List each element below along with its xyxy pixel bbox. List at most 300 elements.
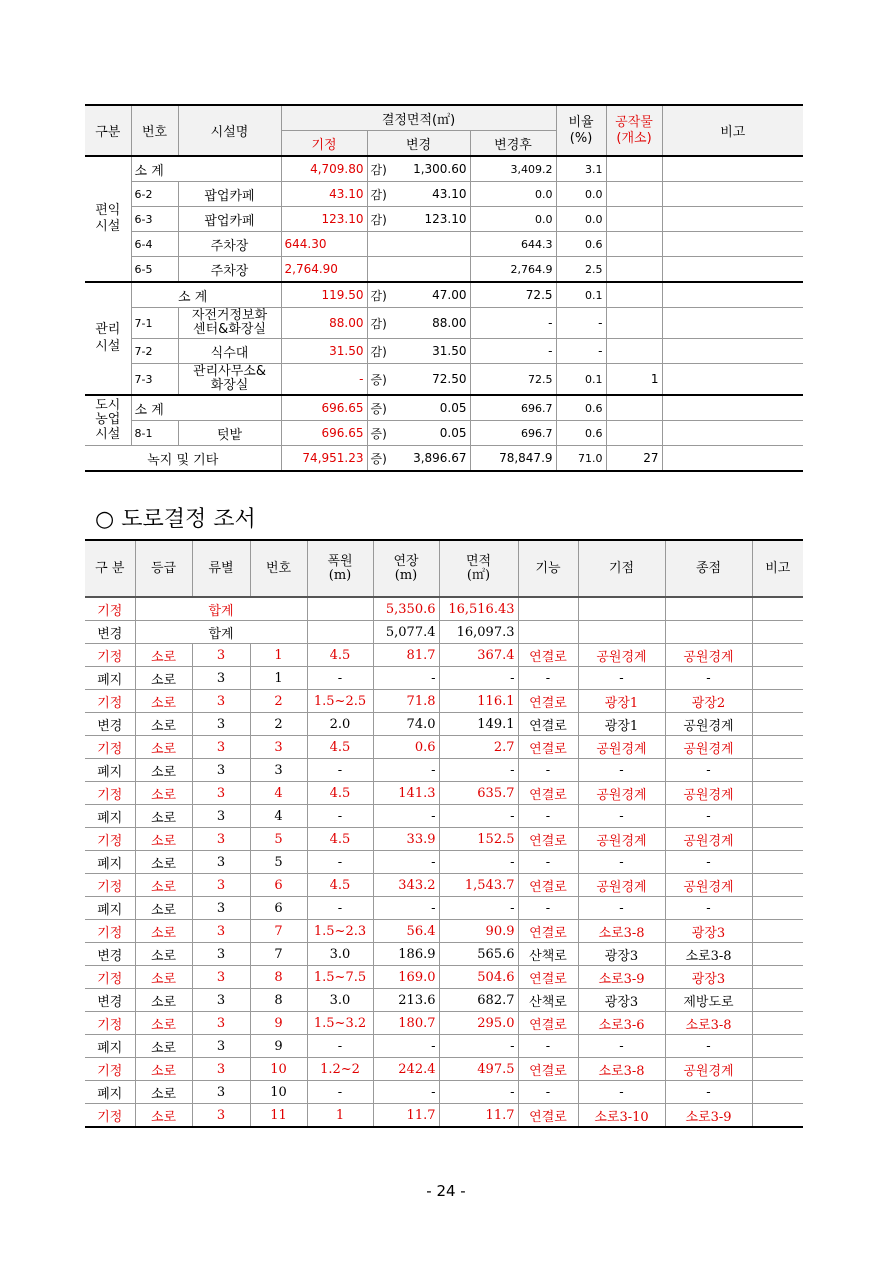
end-cell: - — [665, 851, 752, 874]
grade-cell: 소로 — [135, 782, 192, 805]
number-cell: 11 — [250, 1104, 307, 1128]
change-value: 123.10 — [395, 207, 470, 232]
grade-cell: 소로 — [135, 943, 192, 966]
end-cell — [665, 621, 752, 644]
class-cell: 3 — [192, 805, 250, 828]
existing-value: 43.10 — [281, 182, 367, 207]
function-cell: - — [518, 897, 578, 920]
ratio-value: 0.0 — [556, 207, 606, 232]
end-cell: 광장2 — [665, 690, 752, 713]
remarks-cell — [752, 828, 803, 851]
number-cell: 1 — [250, 667, 307, 690]
division-cell: 기정 — [85, 1104, 135, 1128]
number-cell: 7 — [250, 920, 307, 943]
function-cell — [518, 621, 578, 644]
start-cell: 광장3 — [578, 989, 665, 1012]
number-cell: 2 — [250, 690, 307, 713]
remarks-cell — [752, 713, 803, 736]
width-cell: - — [307, 667, 373, 690]
length-cell: 186.9 — [373, 943, 439, 966]
class-cell: 3 — [192, 828, 250, 851]
length-cell: 71.8 — [373, 690, 439, 713]
division-cell: 기정 — [85, 1012, 135, 1035]
area-cell: - — [439, 851, 518, 874]
function-cell: 연결로 — [518, 690, 578, 713]
existing-value: 88.00 — [281, 308, 367, 339]
area-cell: - — [439, 1035, 518, 1058]
after-value: - — [470, 339, 556, 364]
function-cell: 연결로 — [518, 828, 578, 851]
function-cell: - — [518, 1035, 578, 1058]
remarks-cell — [752, 874, 803, 897]
grade-cell: 소로 — [135, 759, 192, 782]
area-cell: 152.5 — [439, 828, 518, 851]
length-cell: - — [373, 1035, 439, 1058]
header-existing: 기정 — [281, 131, 367, 157]
end-cell: 공원경계 — [665, 782, 752, 805]
section-title: ○ 도로결정 조서 — [95, 507, 256, 532]
summary-label: 합계 — [135, 621, 307, 644]
length-cell: 74.0 — [373, 713, 439, 736]
start-cell — [578, 621, 665, 644]
header-class: 류별 — [192, 540, 250, 597]
after-value: 2,764.9 — [470, 257, 556, 283]
width-cell: 4.5 — [307, 874, 373, 897]
remarks-value — [662, 232, 803, 257]
change-sign: 감) — [367, 339, 395, 364]
category-cell: 녹지 및 기타 — [85, 446, 281, 472]
length-cell: 180.7 — [373, 1012, 439, 1035]
division-cell: 기정 — [85, 597, 135, 621]
number-cell: 10 — [250, 1081, 307, 1104]
function-cell: - — [518, 667, 578, 690]
function-cell: 연결로 — [518, 1012, 578, 1035]
length-cell: 5,077.4 — [373, 621, 439, 644]
number-cell: 5 — [250, 828, 307, 851]
grade-cell: 소로 — [135, 1035, 192, 1058]
grade-cell: 소로 — [135, 644, 192, 667]
table-row — [85, 1081, 803, 1104]
width-cell: 3.0 — [307, 989, 373, 1012]
table-row — [85, 989, 803, 1012]
class-cell: 3 — [192, 943, 250, 966]
grade-cell: 소로 — [135, 805, 192, 828]
width-cell: 1.5~7.5 — [307, 966, 373, 989]
header-width: 폭원 (m) — [307, 540, 373, 597]
class-cell: 3 — [192, 966, 250, 989]
table-row — [85, 736, 803, 759]
remarks-cell — [752, 966, 803, 989]
facility-cell: 주차장 — [178, 232, 281, 257]
remarks-value — [662, 364, 803, 396]
remarks-cell — [752, 805, 803, 828]
start-cell: - — [578, 897, 665, 920]
table-row — [85, 966, 803, 989]
grade-cell: 소로 — [135, 897, 192, 920]
width-cell: 2.0 — [307, 713, 373, 736]
works-value: 27 — [606, 446, 662, 472]
division-cell: 폐지 — [85, 851, 135, 874]
remarks-cell — [752, 1035, 803, 1058]
number-cell: 6 — [250, 874, 307, 897]
length-cell: 5,350.6 — [373, 597, 439, 621]
function-cell: - — [518, 851, 578, 874]
end-cell: 제방도로 — [665, 989, 752, 1012]
grade-cell: 소로 — [135, 851, 192, 874]
change-value: 88.00 — [395, 308, 470, 339]
width-cell — [307, 621, 373, 644]
table-row — [85, 805, 803, 828]
function-cell: - — [518, 759, 578, 782]
remarks-cell — [752, 690, 803, 713]
ratio-value: - — [556, 339, 606, 364]
remarks-cell — [752, 667, 803, 690]
table-row — [85, 782, 803, 805]
existing-value: 74,951.23 — [281, 446, 367, 472]
class-cell: 3 — [192, 690, 250, 713]
remarks-cell — [752, 759, 803, 782]
page-number: - 24 - — [426, 1182, 466, 1200]
header-function: 기능 — [518, 540, 578, 597]
change-sign: 증) — [367, 395, 395, 421]
table-row — [85, 395, 803, 421]
change-value — [367, 232, 470, 257]
remarks-value — [662, 156, 803, 182]
ratio-value: 0.1 — [556, 282, 606, 308]
header-number: 번호 — [250, 540, 307, 597]
ratio-value: 3.1 — [556, 156, 606, 182]
function-cell: 연결로 — [518, 782, 578, 805]
after-value: 72.5 — [470, 364, 556, 396]
function-cell: 연결로 — [518, 874, 578, 897]
length-cell: 56.4 — [373, 920, 439, 943]
existing-value: 119.50 — [281, 282, 367, 308]
end-cell: 소로3-8 — [665, 1012, 752, 1035]
end-cell: 공원경계 — [665, 1058, 752, 1081]
width-cell: - — [307, 1035, 373, 1058]
length-cell: 81.7 — [373, 644, 439, 667]
remarks-cell — [752, 1081, 803, 1104]
existing-value: 644.30 — [281, 232, 367, 257]
works-value — [606, 282, 662, 308]
start-cell: 광장1 — [578, 690, 665, 713]
area-cell: - — [439, 805, 518, 828]
remarks-cell — [752, 1104, 803, 1128]
start-cell: 공원경계 — [578, 644, 665, 667]
length-cell: 11.7 — [373, 1104, 439, 1128]
number-cell: 4 — [250, 805, 307, 828]
category-cell: 편익 시설 — [85, 156, 131, 282]
area-cell: 504.6 — [439, 966, 518, 989]
table-row — [85, 644, 803, 667]
table-row — [85, 156, 803, 182]
change-value: 72.50 — [395, 364, 470, 396]
change-sign: 감) — [367, 182, 395, 207]
length-cell: 213.6 — [373, 989, 439, 1012]
after-value: 72.5 — [470, 282, 556, 308]
remarks-value — [662, 339, 803, 364]
change-value — [367, 257, 470, 283]
grade-cell: 소로 — [135, 1104, 192, 1128]
category-cell: 관리 시설 — [85, 282, 131, 395]
division-cell: 폐지 — [85, 897, 135, 920]
start-cell: 광장3 — [578, 943, 665, 966]
start-cell: 소로3-6 — [578, 1012, 665, 1035]
division-cell: 변경 — [85, 943, 135, 966]
remarks-cell — [752, 897, 803, 920]
length-cell: 169.0 — [373, 966, 439, 989]
table-row — [85, 1012, 803, 1035]
remarks-value — [662, 257, 803, 283]
class-cell: 3 — [192, 759, 250, 782]
number-cell: 5 — [250, 851, 307, 874]
area-cell: 16,516.43 — [439, 597, 518, 621]
subtotal-label: 소 계 — [131, 395, 281, 421]
width-cell: 3.0 — [307, 943, 373, 966]
ratio-value: 0.6 — [556, 232, 606, 257]
number-cell: 4 — [250, 782, 307, 805]
remarks-cell — [752, 736, 803, 759]
area-cell: - — [439, 1081, 518, 1104]
end-cell: - — [665, 667, 752, 690]
class-cell: 3 — [192, 782, 250, 805]
change-value: 3,896.67 — [395, 446, 470, 472]
header-area: 결정면적(㎡) — [281, 105, 556, 131]
header-division: 구 분 — [85, 540, 135, 597]
header-remarks: 비고 — [752, 540, 803, 597]
table-row — [85, 851, 803, 874]
works-value — [606, 156, 662, 182]
function-cell: 산책로 — [518, 943, 578, 966]
class-cell: 3 — [192, 736, 250, 759]
division-cell: 기정 — [85, 690, 135, 713]
summary-row — [85, 621, 803, 644]
remarks-cell — [752, 851, 803, 874]
works-value — [606, 232, 662, 257]
division-cell: 폐지 — [85, 667, 135, 690]
change-sign: 감) — [367, 282, 395, 308]
end-cell: 소로3-9 — [665, 1104, 752, 1128]
start-cell — [578, 597, 665, 621]
area-cell: 635.7 — [439, 782, 518, 805]
facility-cell: 관리사무소& 화장실 — [178, 364, 281, 396]
width-cell: 4.5 — [307, 736, 373, 759]
end-cell: - — [665, 805, 752, 828]
number-cell: 8-1 — [131, 421, 178, 446]
function-cell: - — [518, 805, 578, 828]
length-cell: 242.4 — [373, 1058, 439, 1081]
width-cell: - — [307, 851, 373, 874]
start-cell: - — [578, 1035, 665, 1058]
change-value: 31.50 — [395, 339, 470, 364]
width-cell: - — [307, 759, 373, 782]
number-cell: 7-1 — [131, 308, 178, 339]
after-value: - — [470, 308, 556, 339]
area-cell: 90.9 — [439, 920, 518, 943]
area-cell: 11.7 — [439, 1104, 518, 1128]
function-cell: - — [518, 1081, 578, 1104]
end-cell: 광장3 — [665, 966, 752, 989]
end-cell: 공원경계 — [665, 713, 752, 736]
length-cell: - — [373, 897, 439, 920]
road-decision-table — [85, 539, 803, 1128]
summary-label: 합계 — [135, 597, 307, 621]
number-cell: 6-5 — [131, 257, 178, 283]
header-number: 번호 — [131, 105, 178, 156]
function-cell: 연결로 — [518, 1104, 578, 1128]
width-cell: 1.2~2 — [307, 1058, 373, 1081]
start-cell: - — [578, 759, 665, 782]
existing-value: 123.10 — [281, 207, 367, 232]
length-cell: - — [373, 805, 439, 828]
start-cell: 소로3-8 — [578, 1058, 665, 1081]
start-cell: - — [578, 805, 665, 828]
table-row — [85, 690, 803, 713]
number-cell: 6 — [250, 897, 307, 920]
grade-cell: 소로 — [135, 966, 192, 989]
width-cell: 1 — [307, 1104, 373, 1128]
division-cell: 기정 — [85, 920, 135, 943]
grade-cell: 소로 — [135, 667, 192, 690]
change-value: 0.05 — [395, 421, 470, 446]
length-cell: - — [373, 759, 439, 782]
start-cell: 소로3-9 — [578, 966, 665, 989]
function-cell: 연결로 — [518, 736, 578, 759]
start-cell: 공원경계 — [578, 828, 665, 851]
function-cell: 연결로 — [518, 966, 578, 989]
remarks-value — [662, 308, 803, 339]
table-row — [85, 446, 803, 472]
facility-area-table — [85, 104, 803, 472]
after-value: 0.0 — [470, 207, 556, 232]
length-cell: 0.6 — [373, 736, 439, 759]
number-cell: 10 — [250, 1058, 307, 1081]
remarks-value — [662, 421, 803, 446]
class-cell: 3 — [192, 667, 250, 690]
division-cell: 변경 — [85, 621, 135, 644]
end-cell — [665, 597, 752, 621]
area-cell: 565.6 — [439, 943, 518, 966]
number-cell: 9 — [250, 1035, 307, 1058]
header-remarks: 비고 — [662, 105, 803, 156]
facility-cell: 식수대 — [178, 339, 281, 364]
class-cell: 3 — [192, 1104, 250, 1128]
table-row — [85, 943, 803, 966]
area-cell: 295.0 — [439, 1012, 518, 1035]
table-row — [85, 897, 803, 920]
table-row — [85, 257, 803, 283]
division-cell: 기정 — [85, 782, 135, 805]
table-row — [85, 713, 803, 736]
grade-cell: 소로 — [135, 736, 192, 759]
grade-cell: 소로 — [135, 828, 192, 851]
remarks-cell — [752, 644, 803, 667]
number-cell: 6-4 — [131, 232, 178, 257]
division-cell: 폐지 — [85, 1081, 135, 1104]
subtotal-label: 소 계 — [131, 156, 281, 182]
remarks-cell — [752, 943, 803, 966]
after-value: 696.7 — [470, 421, 556, 446]
start-cell: 소로3-10 — [578, 1104, 665, 1128]
number-cell: 2 — [250, 713, 307, 736]
area-cell: 16,097.3 — [439, 621, 518, 644]
header-end: 종점 — [665, 540, 752, 597]
number-cell: 6-2 — [131, 182, 178, 207]
width-cell: - — [307, 805, 373, 828]
start-cell: 공원경계 — [578, 736, 665, 759]
table-row — [85, 182, 803, 207]
table-row — [85, 232, 803, 257]
works-value — [606, 207, 662, 232]
remarks-value — [662, 207, 803, 232]
table-row — [85, 759, 803, 782]
table-row — [85, 364, 803, 396]
division-cell: 폐지 — [85, 759, 135, 782]
change-value: 0.05 — [395, 395, 470, 421]
remarks-cell — [752, 920, 803, 943]
area-cell: 1,543.7 — [439, 874, 518, 897]
ratio-value: 0.0 — [556, 182, 606, 207]
length-cell: - — [373, 851, 439, 874]
remarks-cell — [752, 1058, 803, 1081]
division-cell: 기정 — [85, 736, 135, 759]
header-ratio: 비율 (%) — [556, 105, 606, 156]
table-row — [85, 920, 803, 943]
division-cell: 폐지 — [85, 805, 135, 828]
division-cell: 기정 — [85, 644, 135, 667]
summary-row — [85, 597, 803, 621]
end-cell: 공원경계 — [665, 736, 752, 759]
table-row — [85, 282, 803, 308]
after-value: 644.3 — [470, 232, 556, 257]
start-cell: 광장1 — [578, 713, 665, 736]
header-length: 연장 (m) — [373, 540, 439, 597]
end-cell: 광장3 — [665, 920, 752, 943]
function-cell: 연결로 — [518, 1058, 578, 1081]
header-start: 기점 — [578, 540, 665, 597]
number-cell: 3 — [250, 759, 307, 782]
facility-cell: 팝업카페 — [178, 207, 281, 232]
remarks-value — [662, 395, 803, 421]
width-cell: 4.5 — [307, 782, 373, 805]
area-cell: 149.1 — [439, 713, 518, 736]
existing-value: 31.50 — [281, 339, 367, 364]
ratio-value: 0.6 — [556, 395, 606, 421]
start-cell: 공원경계 — [578, 874, 665, 897]
area-cell: 497.5 — [439, 1058, 518, 1081]
existing-value: 696.65 — [281, 395, 367, 421]
header-after: 변경후 — [470, 131, 556, 157]
grade-cell: 소로 — [135, 690, 192, 713]
works-value — [606, 182, 662, 207]
width-cell: 4.5 — [307, 828, 373, 851]
remarks-cell — [752, 621, 803, 644]
grade-cell: 소로 — [135, 989, 192, 1012]
existing-value: 2,764.90 — [281, 257, 367, 283]
header-facility: 시설명 — [178, 105, 281, 156]
change-sign: 감) — [367, 156, 395, 182]
length-cell: 33.9 — [373, 828, 439, 851]
change-value: 1,300.60 — [395, 156, 470, 182]
grade-cell: 소로 — [135, 713, 192, 736]
area-cell: 116.1 — [439, 690, 518, 713]
number-cell: 7 — [250, 943, 307, 966]
class-cell: 3 — [192, 1058, 250, 1081]
start-cell: - — [578, 667, 665, 690]
class-cell: 3 — [192, 1035, 250, 1058]
end-cell: - — [665, 1035, 752, 1058]
area-cell: 2.7 — [439, 736, 518, 759]
